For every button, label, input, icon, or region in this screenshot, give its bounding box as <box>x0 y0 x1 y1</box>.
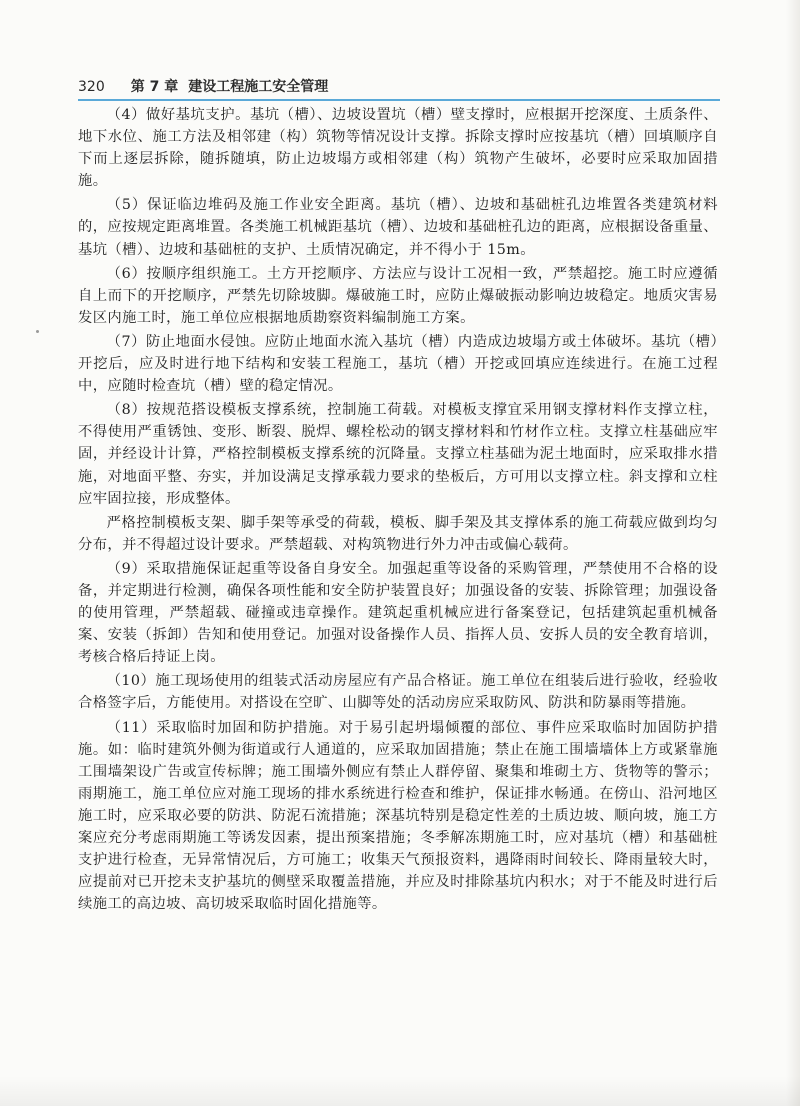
paragraph-item-7: （7）防止地面水侵蚀。应防止地面水流入基坑（槽）内造成边坡塌方或土体破坏。基坑（槽）开挖后，应及时进行地下结构和安装工程施工，基坑（槽）开挖或回填应连续进行。在施工过程中，应随时检查坑（槽）壁的稳定情况。 <box>78 333 718 395</box>
body-text <box>78 104 718 915</box>
paragraph-item-6: （6）按顺序组织施工。土方开挖顺序、方法应与设计工况相一致，严禁超挖。施工时应遵循自上而下的开挖顺序，严禁先切除坡脚。爆破施工时，应防止爆破振动影响边坡稳定。地质灾害易发区内施工时，施工单位应根据地质勘察资料编制施工方案。 <box>78 265 718 326</box>
chapter-label: 第 7 章 <box>130 79 179 95</box>
paragraph-load-control: 严格控制模板支架、脚手架等承受的荷载，模板、脚手架及其支撑体系的施工荷载应做到均匀分布，并不得超过设计要求。严禁超载、对构筑物进行外力冲击或偏心载荷。 <box>78 514 718 553</box>
paragraph-item-5: （5）保证临边堆码及施工作业安全距离。基坑（槽）、边坡和基础桩孔边堆置各类建筑材料的，应按规定距离堆置。各类施工机械距基坑（槽）、边坡和基础桩孔边的距离，应根据设备重量、基坑（槽）、边坡和基础桩的支护、土质情况确定，并不得小于 15m。 <box>78 197 718 258</box>
paragraph-item-9: （9）采取措施保证起重等设备自身安全。加强起重等设备的采购管理，严禁使用不合格的设备，并定期进行检测，确保各项性能和安全防护装置良好；加强设备的安装、拆除管理；加强设备的使用管理，严禁超载、碰撞或违章操作。建筑起重机械应进行备案登记，包括建筑起重机械备案、安装（拆卸）告知和使用登记。加强对设备操作人员、指挥人员、安拆人员的安全教育培训，考核合格后持证上岗。 <box>78 560 718 666</box>
page-number: 320 <box>78 79 105 95</box>
page-bottom-shadow <box>0 1076 800 1106</box>
paragraph-item-10: （10）施工现场使用的组装式活动房屋应有产品合格证。施工单位在组装后进行验收，经验收合格签字后，方能使用。对搭设在空旷、山脚等处的活动房应采取防风、防洪和防暴雨等措施。 <box>78 673 718 712</box>
paragraph-item-4: （4）做好基坑支护。基坑（槽）、边坡设置坑（槽）壁支撑时，应根据开挖深度、土质条件、地下水位、施工方法及相邻建（构）筑物等情况设计支撑。拆除支撑时应按基坑（槽）回填顺序自下而上逐层拆除，随拆随填，防止边坡塌方或相邻建（构）筑物产生破坏，必要时应采取加固措施。 <box>78 107 718 190</box>
header-rule <box>78 99 720 101</box>
paragraph-item-8: （8）按规范搭设模板支撑系统，控制施工荷载。对模板支撑宜采用钢支撑材料作支撑立柱，不得使用严重锈蚀、变形、断裂、脱焊、螺栓松动的钢支撑材料和竹材作立柱。支撑立柱基础应牢固，并经设计计算，严格控制模板支撑系统的沉降量。支撑立柱基础为泥土地面时，应采取排水措施，对地面平整、夯实，并加设满足支撑承载力要求的垫板后，方可用以支撑立柱。斜支撑和立柱应牢固拉接，形成整体。 <box>78 402 718 507</box>
page-edge-shadow <box>786 0 800 1106</box>
scan-speck <box>36 330 39 333</box>
page-header <box>78 76 328 96</box>
chapter-title: 建设工程施工安全管理 <box>188 79 329 95</box>
paragraph-item-11: （11）采取临时加固和防护措施。对于易引起坍塌倾覆的部位、事件应采取临时加固防护措施。如：临时建筑外侧为街道或行人通道的，应采取加固措施；禁止在施工围墙墙体上方或紧靠施工围墙架设广告或宣传标牌；施工围墙外侧应有禁止人群停留、聚集和堆砌土方、货物等的警示；雨期施工，施工单位应对施工现场的排水系统进行检查和维护，保证排水畅通。在傍山、沿河地区施工时，应采取必要的防洪、防泥石流措施；深基坑特别是稳定性差的土质边坡、顺向坡，施工方案应充分考虑雨期施工等诱发因素，提出预案措施；冬季解冻期施工时，应对基坑（槽）和基础桩支护进行检查，无异常情况后，方可施工；收集天气预报资料，遇降雨时间较长、降雨量较大时，应提前对已开挖未支护基坑的侧壁采取覆盖措施，并应及时排除基坑内积水；对于不能及时进行后续施工的高边坡、高切坡采取临时固化措施等。 <box>78 719 718 913</box>
